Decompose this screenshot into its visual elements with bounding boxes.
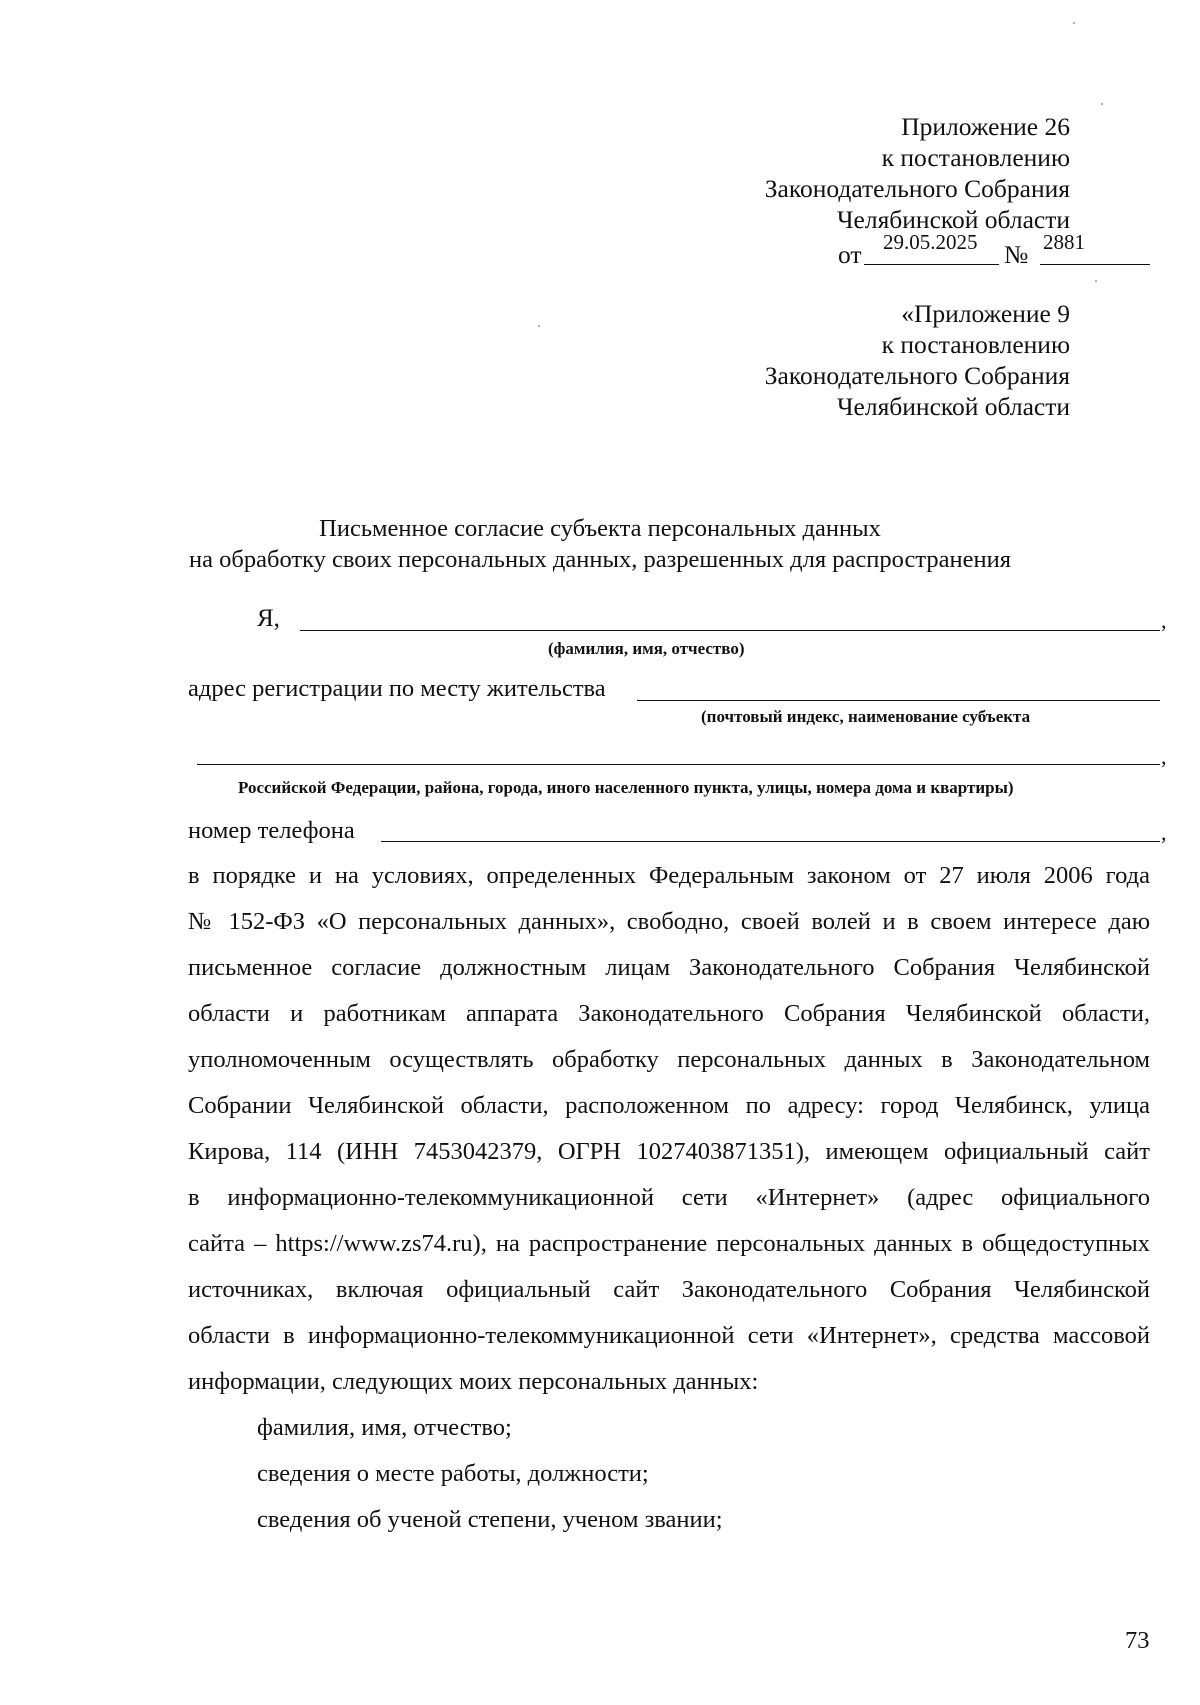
body-text-line: уполномоченным осуществлять обработку персональных данных в Законодательном — [188, 1046, 1150, 1073]
address-blank-2 — [197, 764, 1160, 765]
number-sign: № — [1004, 240, 1029, 269]
scan-speck — [1095, 280, 1097, 282]
address-caption: (почтовый индекс, наименование субъекта — [701, 707, 1031, 726]
header-line: Законодательного Собрания — [764, 174, 1070, 203]
body-text-line: в информационно-телекоммуникационной сети «Интернет» (адрес официального — [188, 1184, 1150, 1211]
header-line: к постановлению — [881, 143, 1070, 172]
address-label: адрес регистрации по месту жительства — [188, 675, 606, 702]
number-value: 2881 — [1043, 230, 1085, 254]
document-title-line: Письменное согласие субъекта персональных данных — [319, 515, 881, 542]
address-caption-2: Российской Федерации, района, города, иного населенного пункта, улицы, номера дома и квартиры) — [238, 778, 1014, 797]
number-underline — [1040, 264, 1150, 265]
annex-line: Законодательного Собрания — [764, 361, 1070, 390]
body-text-line: в порядке и на условиях, определенных Федеральным законом от 27 июля 2006 года — [188, 862, 1150, 889]
body-text-line: информации, следующих моих персональных данных: — [188, 1368, 759, 1395]
comma: , — [1161, 820, 1167, 845]
scan-speck — [1073, 22, 1075, 24]
fio-blank — [300, 630, 1160, 631]
annex-line: Челябинской области — [836, 392, 1070, 421]
scan-speck — [1101, 103, 1103, 105]
document-title-line: на обработку своих персональных данных, разрешенных для распространения — [189, 546, 1011, 573]
body-text-line: письменное согласие должностным лицам Законодательного Собрания Челябинской — [188, 954, 1150, 981]
scan-speck — [538, 325, 540, 327]
annex-line: к постановлению — [881, 330, 1070, 359]
i-label: Я, — [257, 605, 280, 632]
date-prefix: от — [838, 240, 862, 269]
header-line: Челябинской области — [836, 205, 1070, 234]
address-blank — [637, 700, 1160, 701]
data-list-item: сведения об ученой степени, ученом звании; — [257, 1506, 723, 1533]
body-text-line: Кирова, 114 (ИНН 7453042379, ОГРН 1027403871351), имеющем официальный сайт — [188, 1138, 1150, 1165]
body-text-line: источниках, включая официальный сайт Законодательного Собрания Челябинской — [188, 1276, 1150, 1303]
body-text-line: сайта – https://www.zs74.ru), на распространение персональных данных в общедоступных — [188, 1230, 1150, 1257]
annex-line: «Приложение 9 — [901, 299, 1070, 328]
data-list-item: сведения о месте работы, должности; — [257, 1460, 649, 1487]
data-list-item: фамилия, имя, отчество; — [257, 1414, 512, 1441]
comma: , — [1161, 744, 1167, 769]
phone-blank — [381, 841, 1160, 842]
header-line: Приложение 26 — [901, 112, 1070, 141]
body-text-line: области в информационно-телекоммуникационной сети «Интернет», средства массовой — [188, 1322, 1150, 1349]
page-number: 73 — [1125, 1627, 1150, 1654]
date-underline — [864, 264, 999, 265]
date-value: 29.05.2025 — [883, 230, 978, 254]
phone-label: номер телефона — [188, 817, 355, 844]
body-text-line: № 152-ФЗ «О персональных данных», свободно, своей волей и в своем интересе даю — [188, 908, 1150, 935]
body-text-line: Собрании Челябинской области, расположенном по адресу: город Челябинск, улица — [188, 1092, 1150, 1119]
body-text-line: области и работникам аппарата Законодательного Собрания Челябинской области, — [188, 1000, 1150, 1027]
comma: , — [1161, 608, 1167, 633]
fio-caption: (фамилия, имя, отчество) — [548, 639, 745, 658]
